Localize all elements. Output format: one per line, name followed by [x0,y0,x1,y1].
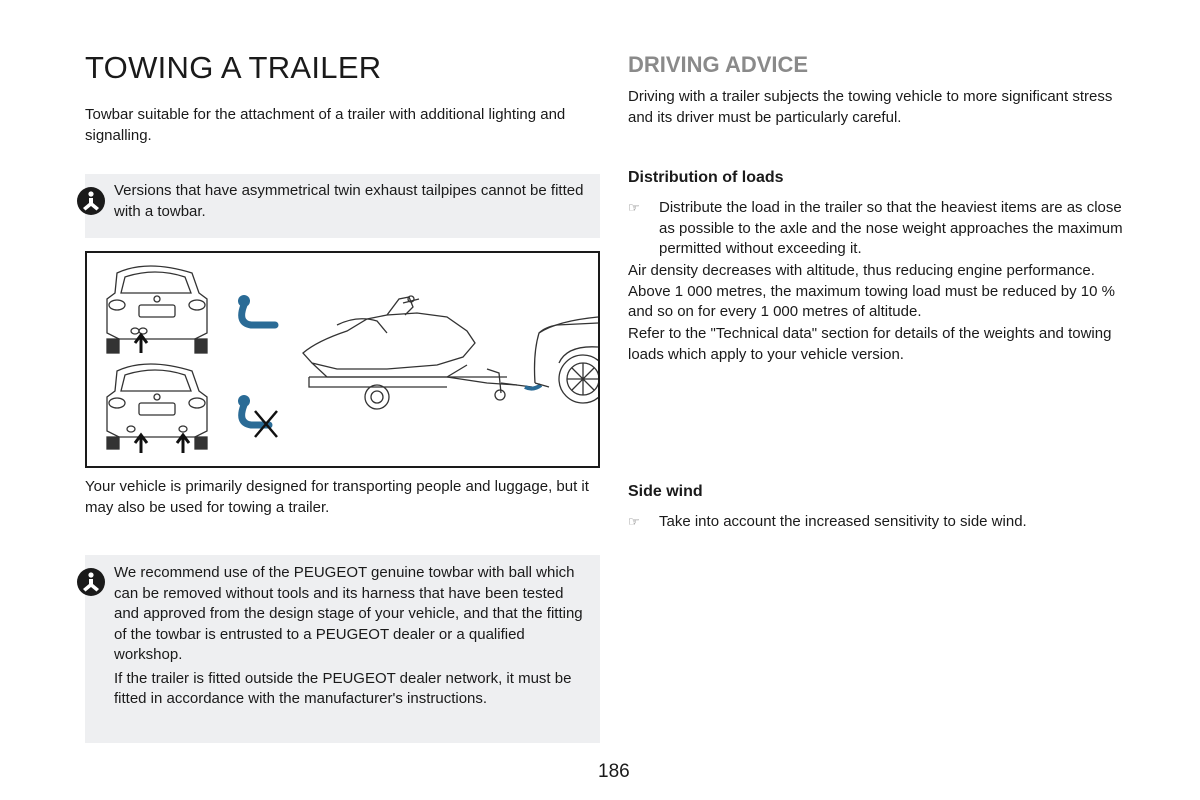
section-heading: DRIVING ADVICE [628,52,809,77]
note-text [114,563,592,710]
note-paragraph: We recommend use of the PEUGEOT genuine towbar with ball which can be removed without tools and its harness that have been tested and approved from the design stage of your vehicle, and that the fitting of the towbar is entrusted to a PEUGEOT dealer or a qualified workshop. [114,564,583,663]
bullet-item [628,512,1138,534]
info-note-towbar [85,555,600,743]
intro-paragraph: Towbar suitable for the attachment of a trailer with additional lighting and signalling. [85,106,566,144]
towing-illustration [85,251,600,468]
jet-ski-trailer [303,296,532,409]
bullet-text: Take into account the increased sensitivity to side wind. [659,513,1027,530]
car-partial-rear [535,317,599,403]
info-note-exhaust [85,174,600,238]
driving-intro: Driving with a trailer subjects the towing vehicle to more significant stress and its driver must be particularly careful. [628,88,1113,126]
exhaust-arrow-icon [135,335,147,353]
towing-diagram [87,253,598,466]
hand-pointer-icon: ☞ [628,514,640,529]
figure-caption: Your vehicle is primarily designed for transporting people and luggage, but it may also be used for towing a trailer. [85,478,589,516]
page-number: 186 [598,761,630,782]
refer-paragraph: Refer to the "Technical data" section for details of the weights and towing loads which apply to your vehicle version. [628,325,1112,363]
info-icon [76,186,106,216]
note-paragraph: If the trailer is fitted outside the PEUGEOT dealer network, it must be fitted in accordance with the manufacturer's instructions. [114,669,572,707]
towbar-not-allowed-icon [238,395,277,437]
towbar-ok-icon [238,295,275,325]
page-title: TOWING A TRAILER [85,50,382,85]
subheading-loads: Distribution of loads [628,169,784,186]
note-text: Versions that have asymmetrical twin exhaust tailpipes cannot be fitted with a towbar. [114,182,584,220]
subheading-side-wind: Side wind [628,483,703,500]
car-rear-single-exhaust [107,266,207,353]
bullet-text: Distribute the load in the trailer so that the heaviest items are as close as possible to the axle and the nose weight approaches the maximum permitted without exceeding it. [659,199,1123,257]
car-rear-twin-exhaust [107,364,207,449]
info-icon [76,567,106,597]
hand-pointer-icon: ☞ [628,200,640,215]
air-density-paragraph: Air density decreases with altitude, thus reducing engine performance. Above 1 000 metres, the maximum towing load must be reduced by 10 % and so on for every 1 000 metres of altitude. [628,262,1115,320]
bullet-item [628,198,1138,260]
